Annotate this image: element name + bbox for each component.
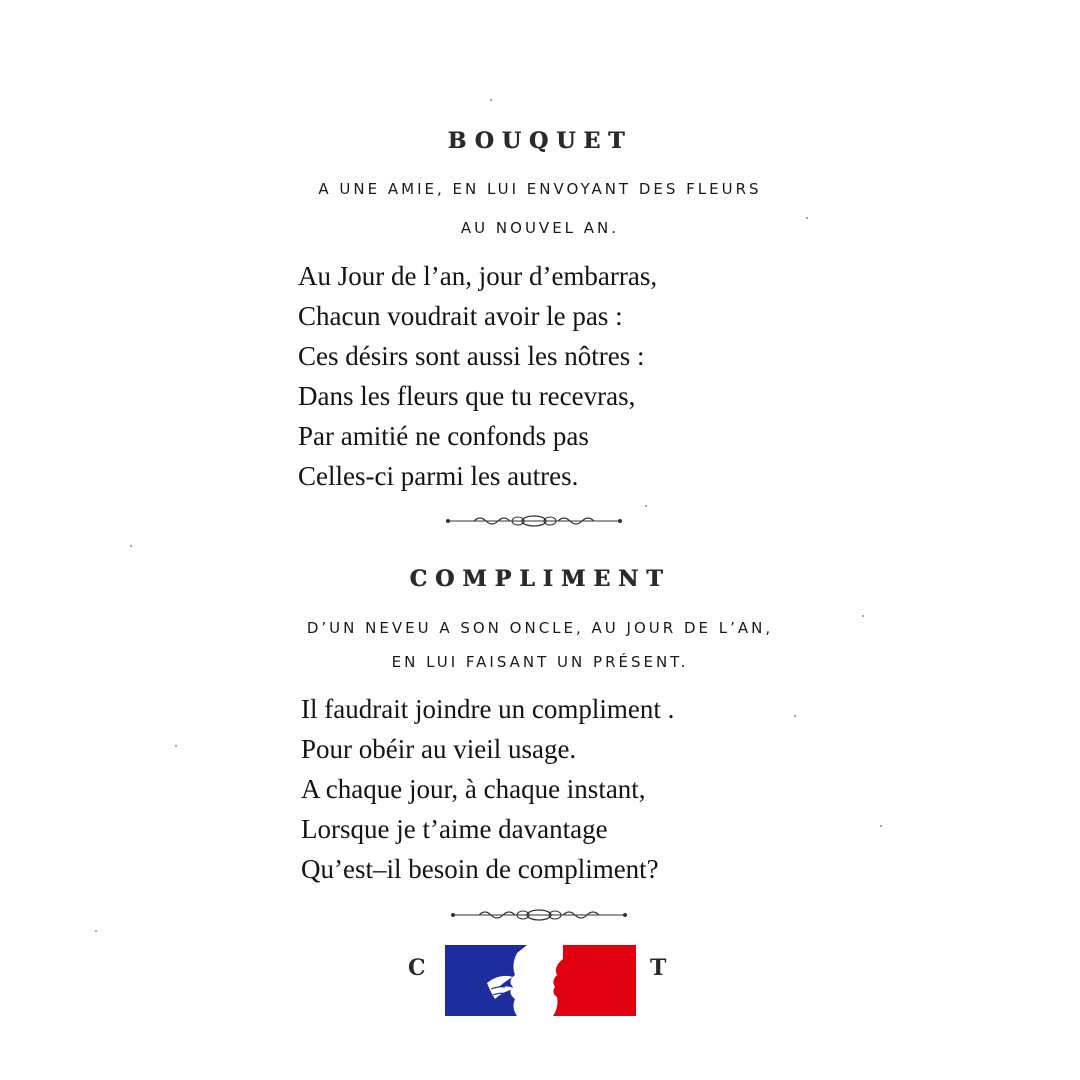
scan-speck [880, 825, 882, 827]
verse-line: Lorsque je t’aime davantage [301, 814, 608, 844]
verse-line: Pour obéir au vieil usage. [301, 734, 577, 764]
third-title-right-fragment: T [650, 955, 667, 981]
bouquet-title: BOUQUET [447, 128, 633, 154]
bouquet-subtitle-line2: AU NOUVEL AN. [460, 219, 620, 237]
scan-speck [175, 745, 177, 747]
scan-speck [95, 930, 97, 932]
ornamental-divider [444, 513, 624, 529]
bouquet-poem [298, 256, 657, 496]
compliment-subtitle-line2: EN LUI FAISANT UN PRÉSENT. [391, 653, 689, 671]
verse-line: Dans les fleurs que tu recevras, [298, 381, 636, 411]
scan-speck [490, 99, 492, 101]
verse-line: Par amitié ne confonds pas [298, 421, 589, 451]
verse-line: Il faudrait joindre un compliment . [301, 694, 675, 724]
scan-speck [130, 545, 132, 547]
verse-line: Chacun voudrait avoir le pas : [298, 301, 623, 331]
verse-line: Au Jour de l’an, jour d’embarras, [298, 261, 658, 291]
compliment-subtitle-line1: D’UN NEVEU A SON ONCLE, AU JOUR DE L’AN, [306, 619, 774, 637]
verse-line: A chaque jour, à chaque instant, [301, 774, 646, 804]
compliment-title: COMPLIMENT [409, 566, 671, 592]
compliment-poem [301, 689, 674, 889]
marianne-flag-logo [445, 945, 636, 1016]
bouquet-subtitle-line1: A UNE AMIE, EN LUI ENVOYANT DES FLEURS [318, 180, 762, 198]
scan-speck [645, 505, 647, 507]
scan-speck [794, 715, 796, 717]
flag-red-panel [553, 945, 636, 1016]
scan-speck [806, 217, 808, 219]
scan-speck [862, 615, 864, 617]
third-title-left-fragment: C [408, 955, 426, 981]
verse-line: Qu’est–il besoin de compliment? [301, 854, 659, 884]
verse-line: Celles-ci parmi les autres. [298, 461, 579, 491]
ornamental-divider [449, 907, 629, 923]
verse-line: Ces désirs sont aussi les nôtres : [298, 341, 645, 371]
